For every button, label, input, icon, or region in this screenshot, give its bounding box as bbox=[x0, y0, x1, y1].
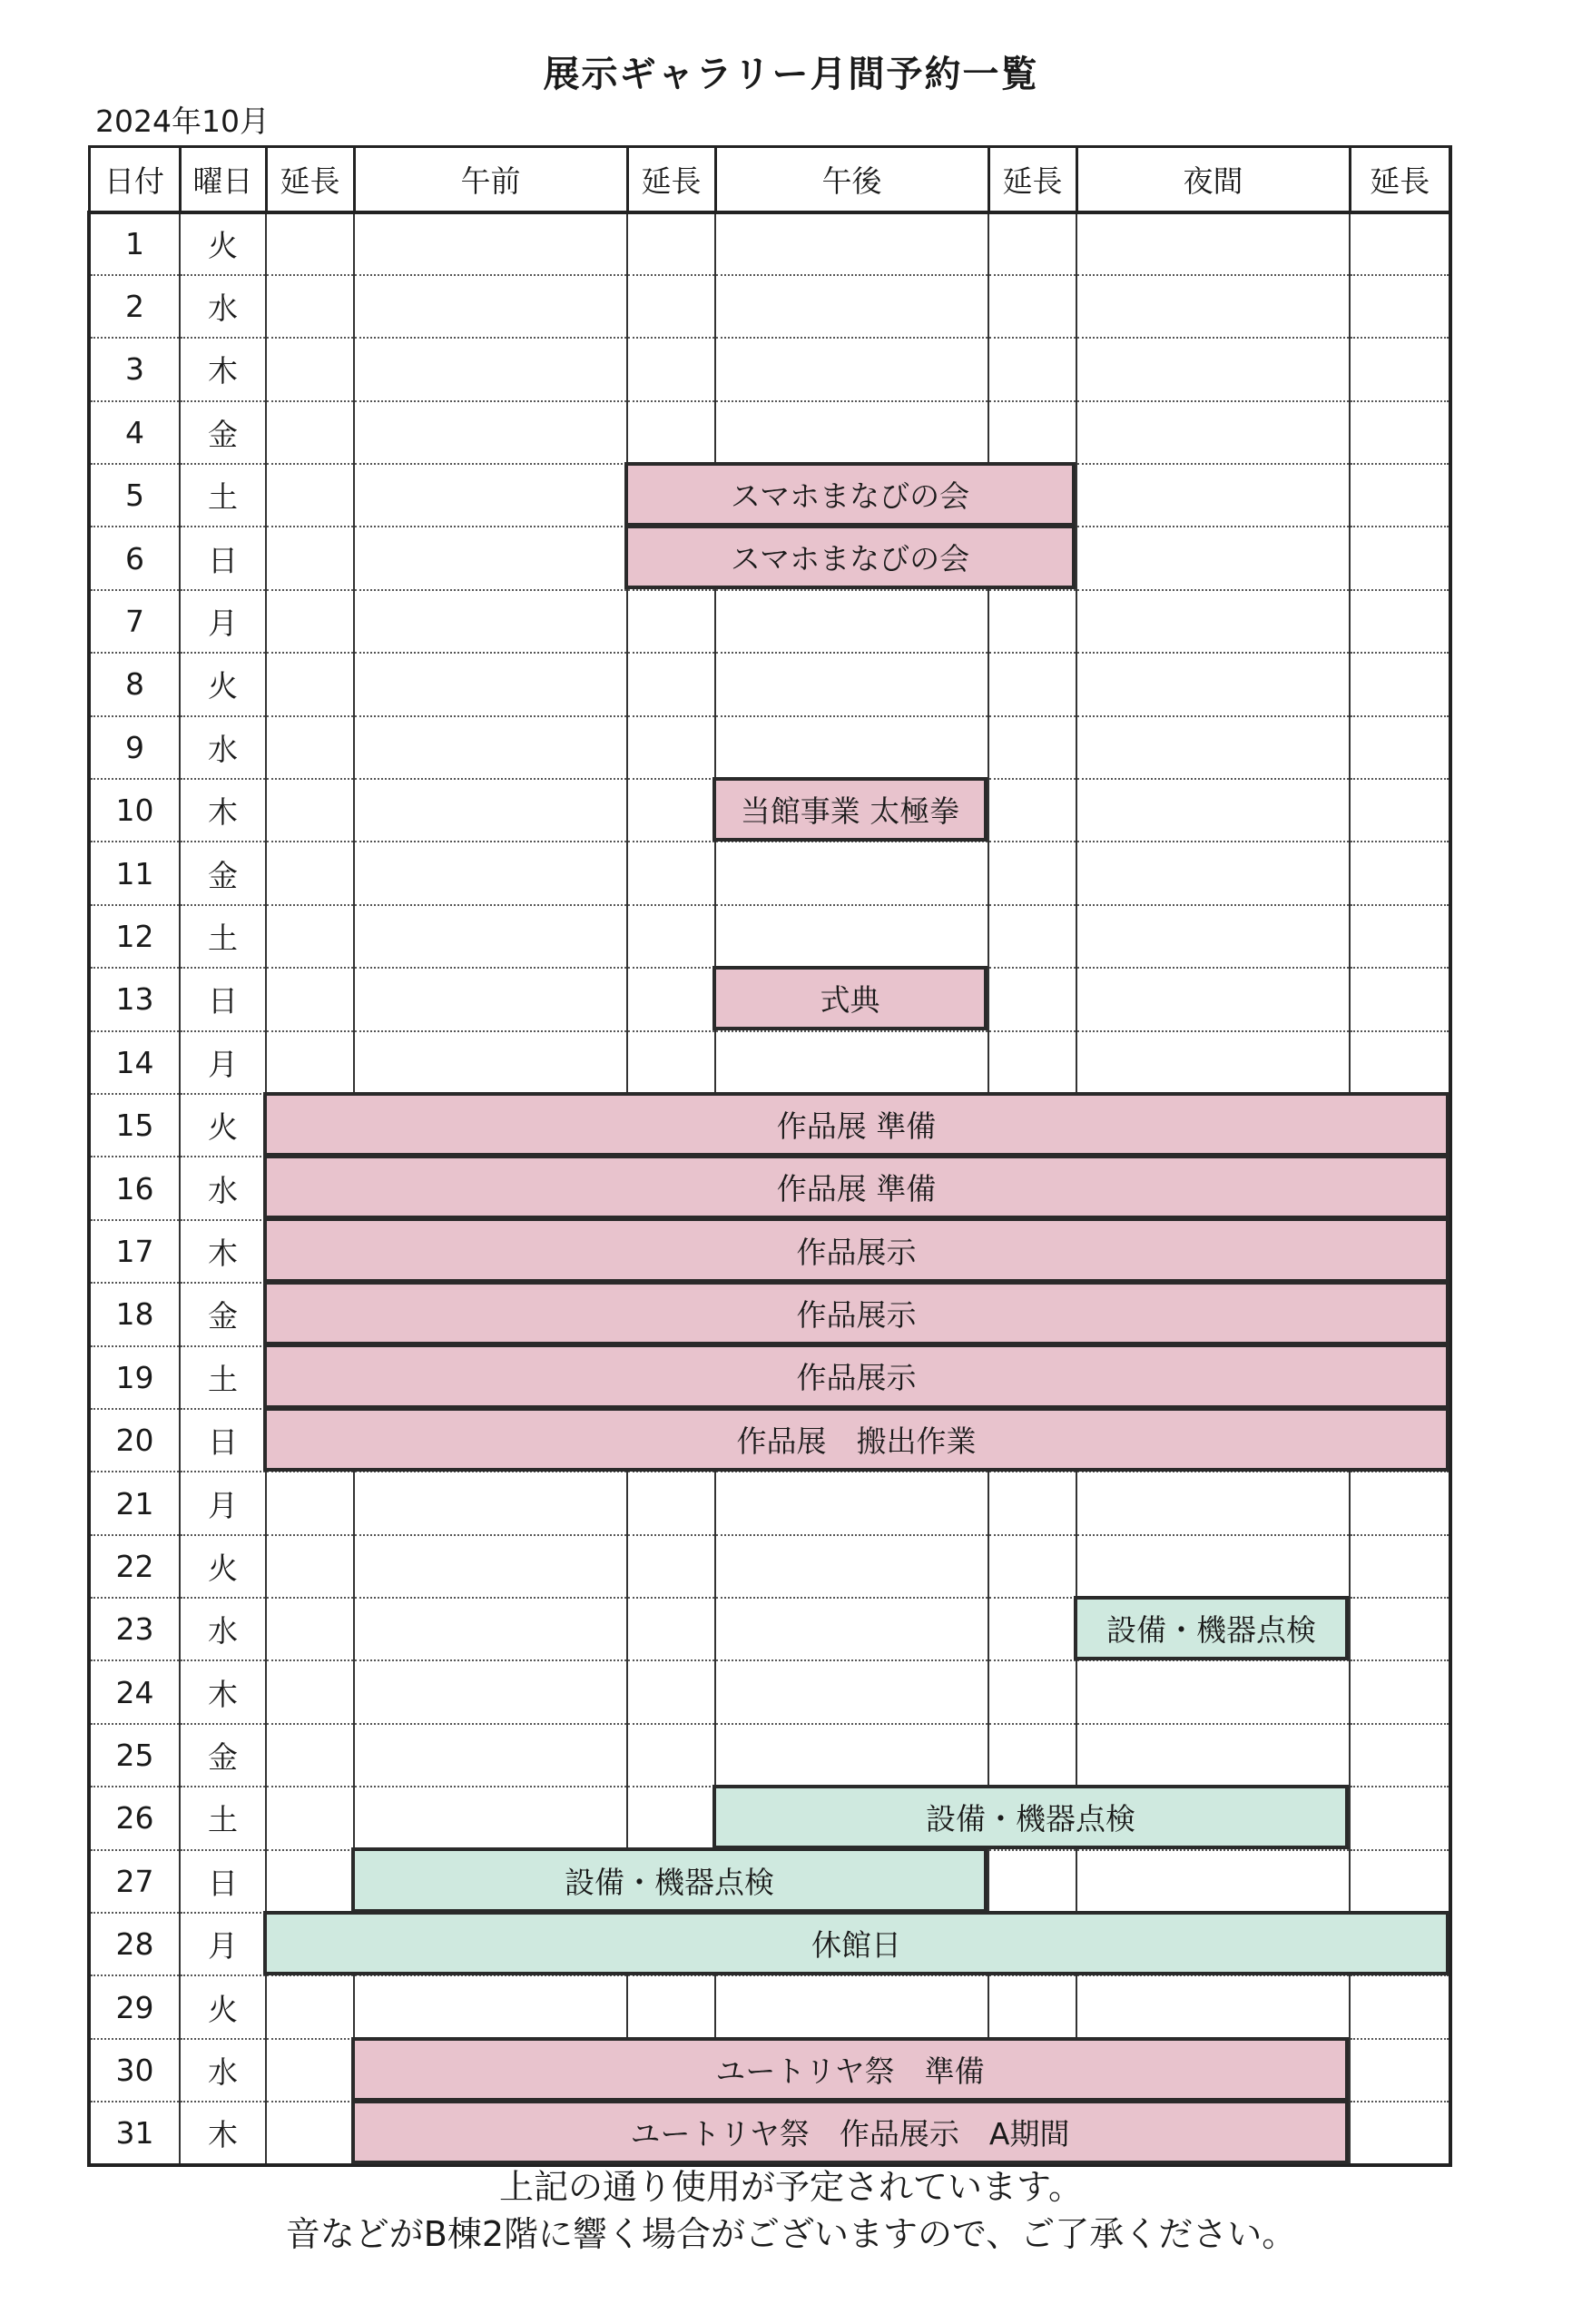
date-cell: 8 bbox=[89, 653, 180, 715]
slot-cell bbox=[266, 1850, 354, 1913]
date-cell: 1 bbox=[89, 212, 180, 275]
weekday-cell: 月 bbox=[180, 1031, 266, 1094]
slot-cell bbox=[1076, 338, 1350, 400]
header-row bbox=[89, 147, 1450, 212]
slot-cell bbox=[988, 905, 1076, 968]
slot-cell bbox=[715, 275, 988, 338]
slot-cell bbox=[266, 905, 354, 968]
weekday-cell: 水 bbox=[180, 1157, 266, 1219]
slot-cell bbox=[354, 1787, 627, 1849]
weekday-cell: 日 bbox=[180, 1409, 266, 1472]
slot-cell bbox=[1076, 212, 1350, 275]
weekday-cell: 月 bbox=[180, 590, 266, 653]
slot-cell bbox=[266, 527, 354, 589]
weekday-cell: 日 bbox=[180, 968, 266, 1030]
date-cell: 10 bbox=[89, 779, 180, 842]
slot-cell bbox=[715, 401, 988, 464]
slot-cell bbox=[266, 1472, 354, 1534]
slot-cell bbox=[1076, 716, 1350, 779]
slot-cell bbox=[266, 653, 354, 715]
slot-cell bbox=[266, 1724, 354, 1787]
table-row bbox=[89, 401, 1450, 464]
date-cell: 5 bbox=[89, 464, 180, 527]
slot-cell bbox=[354, 464, 627, 527]
weekday-cell: 金 bbox=[180, 842, 266, 904]
date-cell: 25 bbox=[89, 1724, 180, 1787]
slot-cell bbox=[627, 968, 715, 1030]
slot-cell bbox=[1076, 968, 1350, 1030]
booking-block: 休館日 bbox=[263, 1911, 1449, 1975]
slot-cell bbox=[715, 716, 988, 779]
slot-cell bbox=[354, 1598, 627, 1660]
slot-cell bbox=[715, 905, 988, 968]
slot-cell bbox=[715, 590, 988, 653]
header-afternoon: 午後 bbox=[715, 147, 988, 212]
slot-cell bbox=[627, 338, 715, 400]
slot-cell bbox=[715, 1472, 988, 1534]
slot-cell bbox=[354, 1031, 627, 1094]
header-extension-noon: 延長 bbox=[627, 147, 715, 212]
slot-cell bbox=[266, 1535, 354, 1598]
table-row bbox=[89, 1472, 1450, 1534]
slot-cell bbox=[1076, 1975, 1350, 2038]
header-date: 日付 bbox=[89, 147, 180, 212]
slot-cell bbox=[266, 275, 354, 338]
slot-cell bbox=[1076, 1850, 1350, 1913]
footer-note-1: 上記の通り使用が予定されています。 bbox=[499, 2167, 1083, 2207]
booking-block: 設備・機器点検 bbox=[351, 1847, 988, 1912]
table-row bbox=[89, 1660, 1450, 1723]
slot-cell bbox=[1350, 716, 1450, 779]
slot-cell bbox=[354, 653, 627, 715]
slot-cell bbox=[354, 275, 627, 338]
slot-cell bbox=[1076, 275, 1350, 338]
slot-cell bbox=[988, 716, 1076, 779]
slot-cell bbox=[627, 905, 715, 968]
slot-cell bbox=[1350, 590, 1450, 653]
page-title: 展示ギャラリー月間予約一覧 bbox=[543, 54, 1039, 95]
slot-cell bbox=[715, 1598, 988, 1660]
slot-cell bbox=[266, 2039, 354, 2102]
slot-cell bbox=[1350, 1975, 1450, 2038]
slot-cell bbox=[1350, 1660, 1450, 1723]
slot-cell bbox=[1350, 338, 1450, 400]
booking-block: 作品展 搬出作業 bbox=[263, 1407, 1449, 1472]
slot-cell bbox=[354, 401, 627, 464]
slot-cell bbox=[715, 1535, 988, 1598]
date-cell: 4 bbox=[89, 401, 180, 464]
slot-cell bbox=[627, 590, 715, 653]
slot-cell bbox=[266, 716, 354, 779]
slot-cell bbox=[1350, 2039, 1450, 2102]
slot-cell bbox=[266, 1598, 354, 1660]
booking-block: スマホまなびの会 bbox=[624, 525, 1076, 589]
slot-cell bbox=[1076, 464, 1350, 527]
booking-block: 作品展示 bbox=[263, 1281, 1449, 1345]
weekday-cell: 木 bbox=[180, 338, 266, 400]
date-cell: 6 bbox=[89, 527, 180, 589]
table-row bbox=[89, 716, 1450, 779]
weekday-cell: 土 bbox=[180, 464, 266, 527]
date-cell: 2 bbox=[89, 275, 180, 338]
header-extension-early: 延長 bbox=[266, 147, 354, 212]
slot-cell bbox=[354, 212, 627, 275]
weekday-cell: 木 bbox=[180, 779, 266, 842]
slot-cell bbox=[627, 1535, 715, 1598]
slot-cell bbox=[266, 1787, 354, 1849]
slot-cell bbox=[266, 212, 354, 275]
date-cell: 30 bbox=[89, 2039, 180, 2102]
slot-cell bbox=[988, 212, 1076, 275]
slot-cell bbox=[266, 338, 354, 400]
slot-cell bbox=[266, 464, 354, 527]
slot-cell bbox=[354, 968, 627, 1030]
slot-cell bbox=[715, 1724, 988, 1787]
slot-cell bbox=[627, 275, 715, 338]
slot-cell bbox=[627, 1975, 715, 2038]
table-row bbox=[89, 275, 1450, 338]
slot-cell bbox=[1350, 842, 1450, 904]
date-cell: 20 bbox=[89, 1409, 180, 1472]
slot-cell bbox=[627, 1660, 715, 1723]
weekday-cell: 月 bbox=[180, 1472, 266, 1534]
slot-cell bbox=[354, 842, 627, 904]
slot-cell bbox=[354, 527, 627, 589]
weekday-cell: 火 bbox=[180, 1094, 266, 1157]
slot-cell bbox=[1350, 527, 1450, 589]
table-row bbox=[89, 1724, 1450, 1787]
date-cell: 23 bbox=[89, 1598, 180, 1660]
slot-cell bbox=[354, 1724, 627, 1787]
slot-cell bbox=[1076, 653, 1350, 715]
date-cell: 21 bbox=[89, 1472, 180, 1534]
slot-cell bbox=[1350, 401, 1450, 464]
weekday-cell: 火 bbox=[180, 212, 266, 275]
weekday-cell: 水 bbox=[180, 2039, 266, 2102]
slot-cell bbox=[627, 842, 715, 904]
date-cell: 19 bbox=[89, 1346, 180, 1409]
slot-cell bbox=[1350, 1031, 1450, 1094]
table-row bbox=[89, 1031, 1450, 1094]
date-cell: 24 bbox=[89, 1660, 180, 1723]
date-cell: 15 bbox=[89, 1094, 180, 1157]
slot-cell bbox=[354, 779, 627, 842]
weekday-cell: 金 bbox=[180, 1724, 266, 1787]
date-cell: 9 bbox=[89, 716, 180, 779]
slot-cell bbox=[715, 1031, 988, 1094]
slot-cell bbox=[627, 1724, 715, 1787]
slot-cell bbox=[988, 842, 1076, 904]
slot-cell bbox=[715, 1975, 988, 2038]
slot-cell bbox=[988, 1850, 1076, 1913]
table-row bbox=[89, 1975, 1450, 2038]
slot-cell bbox=[988, 1472, 1076, 1534]
slot-cell bbox=[988, 653, 1076, 715]
slot-cell bbox=[988, 779, 1076, 842]
slot-cell bbox=[988, 1031, 1076, 1094]
slot-cell bbox=[627, 653, 715, 715]
slot-cell bbox=[266, 2102, 354, 2164]
slot-cell bbox=[988, 968, 1076, 1030]
slot-cell bbox=[988, 1724, 1076, 1787]
date-cell: 11 bbox=[89, 842, 180, 904]
weekday-cell: 水 bbox=[180, 1598, 266, 1660]
slot-cell bbox=[988, 275, 1076, 338]
booking-block: 当館事業 太極拳 bbox=[712, 777, 988, 842]
slot-cell bbox=[266, 779, 354, 842]
slot-cell bbox=[1076, 779, 1350, 842]
weekday-cell: 日 bbox=[180, 527, 266, 589]
slot-cell bbox=[715, 1660, 988, 1723]
slot-cell bbox=[1076, 401, 1350, 464]
date-cell: 18 bbox=[89, 1283, 180, 1345]
slot-cell bbox=[1076, 1724, 1350, 1787]
slot-cell bbox=[1076, 905, 1350, 968]
header-morning: 午前 bbox=[354, 147, 627, 212]
slot-cell bbox=[1350, 968, 1450, 1030]
date-cell: 13 bbox=[89, 968, 180, 1030]
slot-cell bbox=[1350, 779, 1450, 842]
slot-cell bbox=[1076, 842, 1350, 904]
slot-cell bbox=[266, 968, 354, 1030]
booking-block: 作品展示 bbox=[263, 1344, 1449, 1408]
slot-cell bbox=[1076, 1031, 1350, 1094]
slot-cell bbox=[354, 1535, 627, 1598]
weekday-cell: 日 bbox=[180, 1850, 266, 1913]
slot-cell bbox=[1076, 590, 1350, 653]
slot-cell bbox=[354, 590, 627, 653]
booking-block: 作品展 準備 bbox=[263, 1092, 1449, 1157]
table-row bbox=[89, 212, 1450, 275]
table-row bbox=[89, 905, 1450, 968]
booking-block: 設備・機器点検 bbox=[1074, 1596, 1349, 1660]
slot-cell bbox=[1350, 2102, 1450, 2164]
booking-block: ユートリヤ祭 作品展示 A期間 bbox=[351, 2100, 1349, 2164]
weekday-cell: 金 bbox=[180, 1283, 266, 1345]
slot-cell bbox=[266, 401, 354, 464]
slot-cell bbox=[988, 401, 1076, 464]
slot-cell bbox=[1350, 905, 1450, 968]
slot-cell bbox=[354, 1472, 627, 1534]
slot-cell bbox=[1076, 1472, 1350, 1534]
date-cell: 7 bbox=[89, 590, 180, 653]
date-cell: 12 bbox=[89, 905, 180, 968]
header-extension-late: 延長 bbox=[1350, 147, 1450, 212]
date-cell: 27 bbox=[89, 1850, 180, 1913]
slot-cell bbox=[1350, 1535, 1450, 1598]
table-row bbox=[89, 653, 1450, 715]
slot-cell bbox=[266, 842, 354, 904]
slot-cell bbox=[266, 590, 354, 653]
date-cell: 3 bbox=[89, 338, 180, 400]
booking-block: ユートリヤ祭 準備 bbox=[351, 2037, 1349, 2102]
slot-cell bbox=[988, 1598, 1076, 1660]
slot-cell bbox=[1350, 212, 1450, 275]
slot-cell bbox=[354, 905, 627, 968]
slot-cell bbox=[1076, 1535, 1350, 1598]
weekday-cell: 木 bbox=[180, 1660, 266, 1723]
weekday-cell: 水 bbox=[180, 275, 266, 338]
slot-cell bbox=[1350, 275, 1450, 338]
date-cell: 17 bbox=[89, 1220, 180, 1283]
slot-cell bbox=[1076, 1660, 1350, 1723]
slot-cell bbox=[354, 1660, 627, 1723]
slot-cell bbox=[1350, 1598, 1450, 1660]
month-label: 2024年10月 bbox=[95, 103, 270, 139]
date-cell: 22 bbox=[89, 1535, 180, 1598]
header-weekday: 曜日 bbox=[180, 147, 266, 212]
slot-cell bbox=[715, 653, 988, 715]
table-row bbox=[89, 842, 1450, 904]
slot-cell bbox=[715, 212, 988, 275]
slot-cell bbox=[1350, 1850, 1450, 1913]
slot-cell bbox=[627, 1031, 715, 1094]
slot-cell bbox=[627, 1472, 715, 1534]
slot-cell bbox=[1350, 1787, 1450, 1849]
slot-cell bbox=[354, 716, 627, 779]
booking-block: 作品展示 bbox=[263, 1217, 1449, 1282]
weekday-cell: 木 bbox=[180, 1220, 266, 1283]
date-cell: 28 bbox=[89, 1913, 180, 1975]
table-row bbox=[89, 338, 1450, 400]
booking-block: 式典 bbox=[712, 966, 988, 1030]
slot-cell bbox=[988, 590, 1076, 653]
weekday-cell: 木 bbox=[180, 2102, 266, 2164]
weekday-cell: 火 bbox=[180, 653, 266, 715]
slot-cell bbox=[715, 842, 988, 904]
booking-block: 作品展 準備 bbox=[263, 1155, 1449, 1219]
slot-cell bbox=[1350, 653, 1450, 715]
footer-note-2: 音などがB棟2階に響く場合がございますので、ご了承ください。 bbox=[285, 2214, 1297, 2254]
slot-cell bbox=[354, 338, 627, 400]
slot-cell bbox=[988, 1975, 1076, 2038]
weekday-cell: 金 bbox=[180, 401, 266, 464]
weekday-cell: 土 bbox=[180, 1346, 266, 1409]
weekday-cell: 火 bbox=[180, 1535, 266, 1598]
date-cell: 26 bbox=[89, 1787, 180, 1849]
header-night: 夜間 bbox=[1076, 147, 1350, 212]
booking-block: スマホまなびの会 bbox=[624, 462, 1076, 527]
slot-cell bbox=[627, 1598, 715, 1660]
weekday-cell: 土 bbox=[180, 1787, 266, 1849]
slot-cell bbox=[627, 1787, 715, 1849]
slot-cell bbox=[1350, 464, 1450, 527]
slot-cell bbox=[266, 1975, 354, 2038]
slot-cell bbox=[627, 212, 715, 275]
date-cell: 29 bbox=[89, 1975, 180, 2038]
slot-cell bbox=[988, 1535, 1076, 1598]
table-row bbox=[89, 590, 1450, 653]
date-cell: 31 bbox=[89, 2102, 180, 2164]
slot-cell bbox=[627, 401, 715, 464]
slot-cell bbox=[1350, 1472, 1450, 1534]
slot-cell bbox=[988, 338, 1076, 400]
date-cell: 14 bbox=[89, 1031, 180, 1094]
weekday-cell: 水 bbox=[180, 716, 266, 779]
weekday-cell: 土 bbox=[180, 905, 266, 968]
weekday-cell: 月 bbox=[180, 1913, 266, 1975]
slot-cell bbox=[1350, 1724, 1450, 1787]
booking-block: 設備・機器点検 bbox=[712, 1785, 1349, 1849]
slot-cell bbox=[1076, 527, 1350, 589]
slot-cell bbox=[627, 716, 715, 779]
table-row bbox=[89, 1535, 1450, 1598]
slot-cell bbox=[266, 1031, 354, 1094]
slot-cell bbox=[354, 1975, 627, 2038]
slot-cell bbox=[627, 779, 715, 842]
weekday-cell: 火 bbox=[180, 1975, 266, 2038]
header-extension-evening: 延長 bbox=[988, 147, 1076, 212]
slot-cell bbox=[715, 338, 988, 400]
date-cell: 16 bbox=[89, 1157, 180, 1219]
slot-cell bbox=[266, 1660, 354, 1723]
slot-cell bbox=[988, 1660, 1076, 1723]
